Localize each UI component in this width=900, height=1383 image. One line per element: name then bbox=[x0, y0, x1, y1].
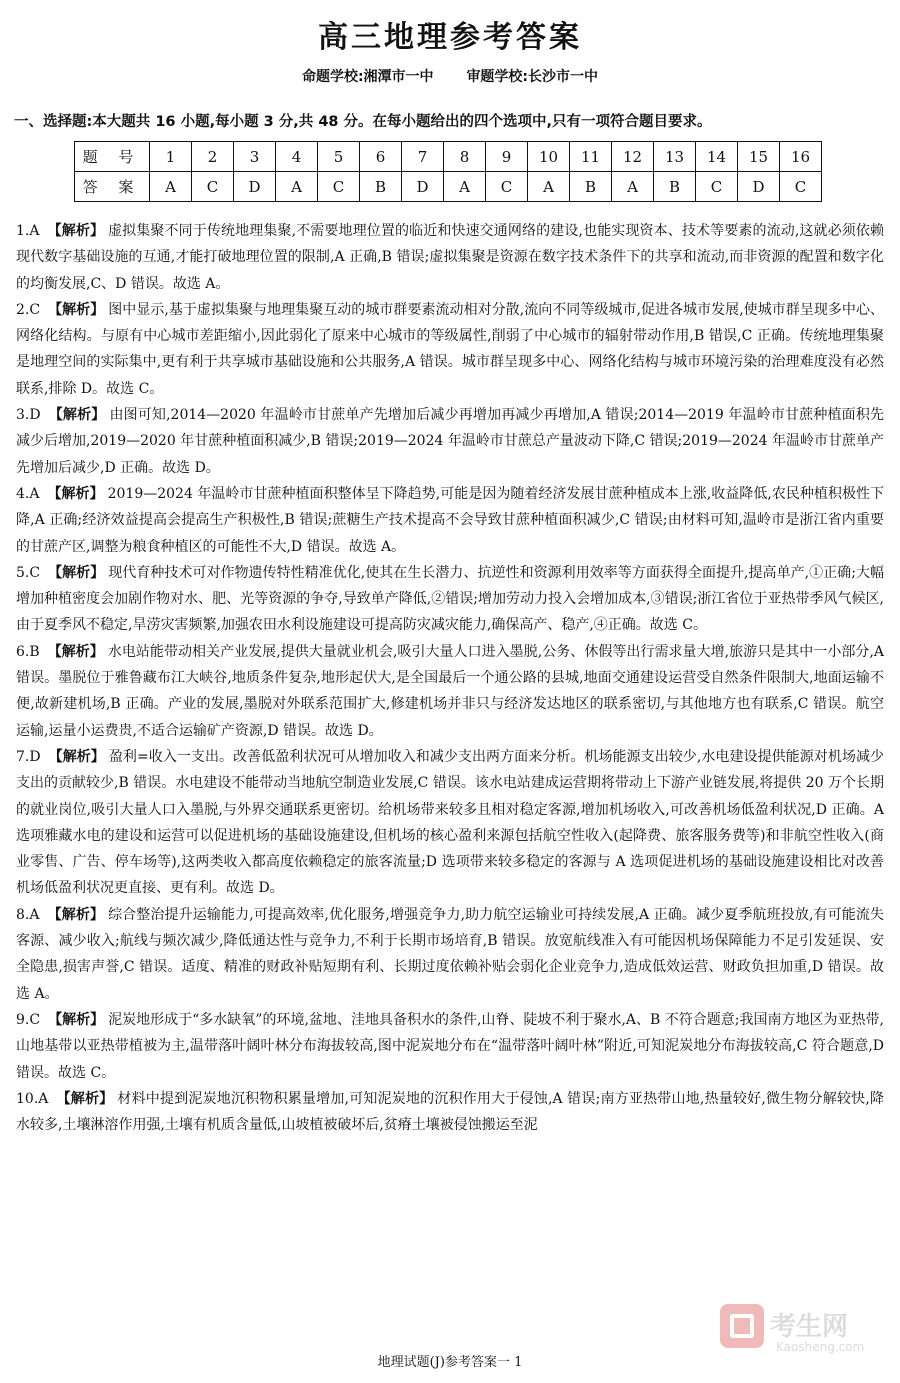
question-number-cell: 3 bbox=[234, 142, 276, 172]
item-number: 10.A bbox=[16, 1090, 49, 1107]
item-text: 盈利=收入一支出。改善低盈利状况可从增加收入和减少支出两方面来分析。机场能源支出较少,水电建设提供能源对机场减少支出的贡献较少,B 错误。水电建设不能带动当地航空制造业发展,C 错误。该水电站建成运营期将带动上下游产业链发展,将提供 20 万个长期的就业岗位,吸引大量人口入墨脱,与外界交通联系更密切。给机场带来较多且相对稳定客源,增加机场收入,可改善机场低盈利状况,D 正确。A 选项雅藏水电的建设和运营可以促进机场的基础设施建设,但机场的核心盈利来源包括航空性收入(起降费、旅客服务费等)和非航空性收入(商业零售、广告、停车场等),这两类收入都高度依赖稳定的旅客流量;D 选项带来较多稳定的客源与 A 选项促进机场的基础设施建设相比对改善机场低盈利状况更直接、更有利。故选 D。 bbox=[16, 748, 885, 897]
question-number-cell: 1 bbox=[150, 142, 192, 172]
answer-table-answer-row bbox=[75, 172, 822, 202]
item-text: 虚拟集聚不同于传统地理集聚,不需要地理位置的临近和快速交通网络的建设,也能实现资本、技术等要素的流动,这就必须依赖现代数字基础设施的互通,才能打破地理位置的限制,A 正确,B 错误;虚拟集聚是资源在数字技术条件下的共享和流动,而非资源的配置和数字化的均衡发展,C、D 错误。故选 A。 bbox=[16, 223, 884, 292]
item-text: 水电站能带动相关产业发展,提供大量就业机会,吸引大量人口进入墨脱,公务、休假等出行需求量大增,旅游只是其中一小部分,A 错误。墨脱位于雅鲁藏布江大峡谷,地质条件复杂,地形起伏大,是全国最后一个通公路的县城,地面交通建设运营受自然条件限制大,地面运输不便,故新建机场,B 正确。产业的发展,墨脱对外联系范围扩大,修建机场并非只与经济发达地区的联系密切,与其他地方也有联系,C 错误。航空运输,运量小运费贵,不适合运输矿产资源,D 错误。故选 D。 bbox=[16, 643, 885, 739]
explanation-item bbox=[16, 218, 884, 297]
question-number-cell: 2 bbox=[192, 142, 234, 172]
item-number: 3.D bbox=[16, 407, 41, 424]
answer-cell: B bbox=[360, 172, 402, 202]
explanation-item bbox=[16, 902, 884, 1007]
item-number: 2.C bbox=[16, 301, 41, 318]
question-number-cell: 8 bbox=[444, 142, 486, 172]
question-number-cell: 14 bbox=[696, 142, 738, 172]
explanation-item bbox=[16, 1007, 884, 1086]
page-title: 高三地理参考答案 bbox=[318, 20, 582, 55]
answer-cell: A bbox=[276, 172, 318, 202]
item-tag: 【解析】 bbox=[47, 643, 104, 660]
item-tag: 【解析】 bbox=[47, 223, 105, 239]
item-number: 1.A bbox=[16, 223, 40, 239]
item-text: 材料中提到泥炭地沉积物积累量增加,可知泥炭地的沉积作用大于侵蚀,A 错误;南方亚热带山地,热量较好,微生物分解较快,降水较多,土壤淋溶作用强,土壤有机质含量低,山坡植被破坏后,贫瘠土壤被侵蚀搬运至泥 bbox=[16, 1090, 885, 1134]
question-number-cell: 15 bbox=[738, 142, 780, 172]
question-number-cell: 7 bbox=[402, 142, 444, 172]
item-number: 9.C bbox=[16, 1011, 41, 1028]
item-tag: 【解析】 bbox=[56, 1090, 114, 1107]
item-text: 由图可知,2014—2020 年温岭市甘蔗单产先增加后减少再增加再减少再增加,A 错误;2014—2019 年温岭市甘蔗种植面积先减少后增加,2019—2020 年甘蔗种植面积减少,B 错误;2019—2024 年温岭市甘蔗总产量波动下降,C 错误;2019—2024 年温岭市甘蔗单产先增加后减少,D 正确。故选 D。 bbox=[16, 407, 885, 476]
answer-cell: A bbox=[150, 172, 192, 202]
answer-cell: D bbox=[234, 172, 276, 202]
answer-cell: A bbox=[444, 172, 486, 202]
answer-table-number-row bbox=[75, 142, 822, 172]
answer-cell: A bbox=[528, 172, 570, 202]
answer-cell: A bbox=[612, 172, 654, 202]
question-number-cell: 6 bbox=[360, 142, 402, 172]
question-number-cell: 9 bbox=[486, 142, 528, 172]
watermark-text: 考生网 bbox=[770, 1312, 849, 1342]
item-tag: 【解析】 bbox=[47, 906, 105, 923]
explanation-item bbox=[16, 402, 884, 481]
question-number-cell: 12 bbox=[612, 142, 654, 172]
answer-cell: D bbox=[402, 172, 444, 202]
question-number-cell: 13 bbox=[654, 142, 696, 172]
item-tag: 【解析】 bbox=[48, 564, 105, 581]
answer-cell: C bbox=[192, 172, 234, 202]
question-number-cell: 5 bbox=[318, 142, 360, 172]
answer-cell: C bbox=[696, 172, 738, 202]
item-text: 泥炭地形成于“多水缺氧”的环境,盆地、洼地具备积水的条件,山脊、陡坡不利于聚水,A、B 不符合题意;我国南方地区为亚热带,山地基带以亚热带植被为主,温带落叶阔叶林分布海拔较高,图中泥炭地分布在“温带落叶阔叶林”附近,可知泥炭地分布海拔较高,C 符合题意,D 错误。故选 C。 bbox=[16, 1011, 885, 1081]
watermark bbox=[720, 1300, 890, 1360]
answer-cell: B bbox=[570, 172, 612, 202]
explanation-item bbox=[16, 560, 884, 639]
row-label-answer: 答 案 bbox=[75, 172, 150, 202]
explanation-list bbox=[16, 218, 884, 1138]
answer-table bbox=[74, 141, 822, 202]
question-number-cell: 11 bbox=[570, 142, 612, 172]
subtitle bbox=[0, 66, 900, 86]
explanation-item bbox=[16, 481, 884, 560]
item-text: 2019—2024 年温岭市甘蔗种植面积整体呈下降趋势,可能是因为随着经济发展甘蔗种植成本上涨,收益降低,农民种植积极性下降,A 正确;经济效益提高会提高生产积极性,B 错误;蔗糖生产技术提高不会导致甘蔗种植面积减少,C 错误;由材料可知,温岭市是浙江省内重要的甘蔗产区,调整为粮食种植区的可能性不大,D 错误。故选 A。 bbox=[16, 485, 885, 555]
section-heading: 一、选择题:本大题共 16 小题,每小题 3 分,共 48 分。在每小题给出的四个选项中,只有一项符合题目要求。 bbox=[14, 114, 712, 130]
answer-cell: B bbox=[654, 172, 696, 202]
explanation-item bbox=[16, 639, 884, 744]
answer-cell: D bbox=[738, 172, 780, 202]
explanation-item bbox=[16, 744, 884, 902]
item-number: 6.B bbox=[16, 643, 40, 660]
answer-cell: C bbox=[486, 172, 528, 202]
item-number: 5.C bbox=[16, 564, 41, 581]
watermark-logo-icon bbox=[720, 1304, 764, 1348]
item-number: 4.A bbox=[16, 485, 40, 502]
row-label-number: 题 号 bbox=[75, 142, 150, 172]
explanation-item bbox=[16, 1086, 884, 1139]
item-text: 图中显示,基于虚拟集聚与地理集聚互动的城市群要素流动相对分散,流向不同等级城市,促进各城市发展,使城市群呈现多中心、网络化结构。与原有中心城市差距缩小,因此弱化了原来中心城市的等级属性,削弱了中心城市的辐射带动作用,B 错误,C 正确。传统地理集聚是地理空间的实际集中,更有利于共享城市基础设施和公共服务,A 错误。城市群呈现多中心、网络化结构与城市环境污染的治理难度没有必然联系,排除 D。故选 C。 bbox=[16, 301, 884, 397]
watermark-url: Kaosheng.com bbox=[776, 1340, 865, 1354]
item-tag: 【解析】 bbox=[48, 1011, 105, 1028]
reviewer-school: 审题学校:长沙市一中 bbox=[466, 69, 599, 85]
item-text: 现代育种技术可对作物遗传特性精准优化,使其在生长潜力、抗逆性和资源利用效率等方面获得全面提升,提高单产,①正确;大幅增加种植密度会加剧作物对水、肥、光等资源的争夺,导致单产降低,②错误;增加劳动力投入会增加成本,③错误;浙江省位于亚热带季风气候区,由于夏季风不稳定,旱涝灾害频繁,加强农田水利设施建设可提高防灾减灾能力,确保高产、稳产,④正确。故选 C。 bbox=[16, 564, 884, 634]
question-number-cell: 4 bbox=[276, 142, 318, 172]
item-text: 综合整治提升运输能力,可提高效率,优化服务,增强竞争力,助力航空运输业可持续发展,A 正确。减少夏季航班投放,有可能流失客源、减少收入;航线与频次减少,降低通达性与竞争力,不利于长期市场培育,B 错误。放宽航线准入有可能因机场保障能力不足引发延误、安全隐患,损害声誉,C 错误。适度、精准的财政补贴短期有利、长期过度依赖补贴会弱化企业竞争力,造成低效运营、财政负担加重,D 错误。故选 A。 bbox=[16, 906, 885, 1002]
explanation-item bbox=[16, 297, 884, 402]
item-tag: 【解析】 bbox=[48, 301, 105, 318]
item-tag: 【解析】 bbox=[47, 485, 104, 502]
question-number-cell: 16 bbox=[780, 142, 822, 172]
setter-school: 命题学校:湘潭市一中 bbox=[301, 69, 434, 85]
item-tag: 【解析】 bbox=[48, 407, 106, 424]
item-number: 8.A bbox=[16, 906, 40, 923]
page-footer: 地理试题(J)参考答案一 1 bbox=[377, 1355, 523, 1370]
answer-cell: C bbox=[318, 172, 360, 202]
item-tag: 【解析】 bbox=[48, 748, 105, 765]
question-number-cell: 10 bbox=[528, 142, 570, 172]
answer-cell: C bbox=[780, 172, 822, 202]
item-number: 7.D bbox=[16, 748, 41, 765]
